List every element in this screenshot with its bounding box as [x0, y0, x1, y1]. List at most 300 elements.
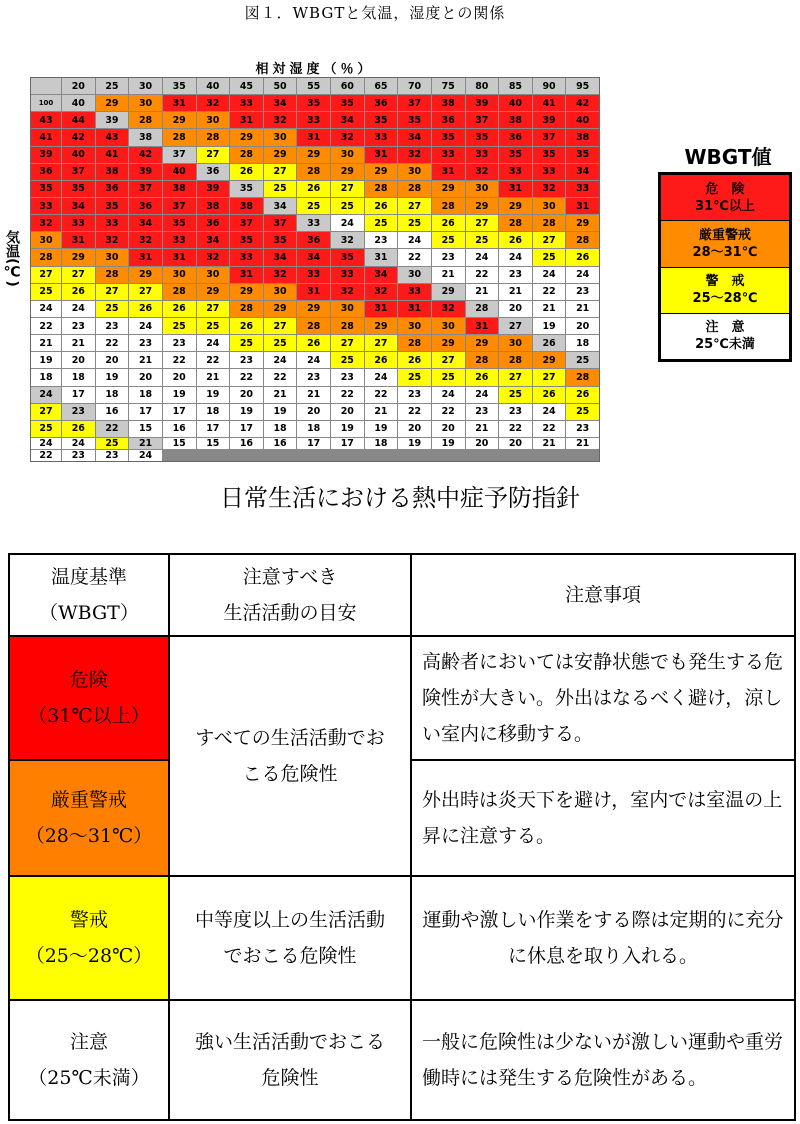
wbgt-cell: 22: [264, 369, 297, 385]
wbgt-cell: 20: [398, 421, 431, 437]
wbgt-cell: 30: [264, 284, 297, 300]
wbgt-cell: 33: [566, 181, 599, 197]
wbgt-cell: 18: [197, 404, 230, 420]
wbgt-cell: 32: [264, 267, 297, 283]
wbgt-cell: 21: [31, 335, 61, 351]
wbgt-cell: 33: [365, 129, 398, 145]
wbgt-cell: 34: [129, 215, 162, 231]
wbgt-cell: 23: [96, 450, 129, 461]
wbgt-cell: 32: [129, 232, 162, 248]
wbgt-cell: 24: [264, 352, 297, 368]
wbgt-cell: 29: [331, 164, 364, 180]
wbgt-cell: 32: [398, 147, 431, 163]
wbgt-cell: 32: [466, 164, 499, 180]
wbgt-cell: 21: [499, 284, 532, 300]
humidity-header-cell: 45: [230, 78, 263, 94]
wbgt-cell: 25: [432, 232, 465, 248]
wbgt-cell: 27: [533, 232, 566, 248]
wbgt-cell: 38: [96, 164, 129, 180]
legend-label: 危 険: [705, 181, 745, 197]
wbgt-cell: 17: [163, 404, 196, 420]
wbgt-cell: 16: [264, 438, 297, 449]
wbgt-cell: 30: [466, 181, 499, 197]
wbgt-cell: 25: [163, 318, 196, 334]
wbgt-cell: 30: [96, 249, 129, 265]
legend-range: 25～28℃: [692, 291, 758, 307]
wbgt-cell: 28: [31, 249, 61, 265]
wbgt-cell: 32: [331, 284, 364, 300]
wbgt-cell: 20: [129, 369, 162, 385]
wbgt-cell: 26: [230, 164, 263, 180]
wbgt-cell: 27: [129, 284, 162, 300]
wbgt-cell: 26: [365, 352, 398, 368]
wbgt-cell: 18: [31, 369, 61, 385]
wbgt-cell: 29: [62, 249, 95, 265]
activity-text: 強い生活活動でおこる危険性: [194, 1031, 385, 1089]
wbgt-cell: 30: [331, 301, 364, 317]
wbgt-cell: 19: [31, 352, 61, 368]
temperature-header-cell: 21: [129, 438, 162, 449]
wbgt-cell: 30: [264, 129, 297, 145]
wbgt-cell: 21: [466, 284, 499, 300]
wbgt-cell: 31: [499, 181, 532, 197]
wbgt-cell: 22: [331, 387, 364, 403]
wbgt-cell: 25: [398, 369, 431, 385]
wbgt-cell: 30: [129, 95, 162, 111]
wbgt-cell: 27: [264, 164, 297, 180]
wbgt-cell: 27: [62, 267, 95, 283]
activity-cell: [169, 1000, 411, 1120]
wbgt-cell: 27: [31, 267, 61, 283]
wbgt-table: [30, 77, 600, 462]
wbgt-cell: 31: [398, 301, 431, 317]
wbgt-cell: 37: [398, 95, 431, 111]
wbgt-cell: 25: [466, 232, 499, 248]
wbgt-cell: 26: [62, 284, 95, 300]
temperature-header-cell: 29: [432, 284, 465, 300]
wbgt-cell: 30: [398, 164, 431, 180]
wbgt-cell: 21: [297, 387, 330, 403]
wbgt-cell: 22: [163, 352, 196, 368]
wbgt-cell: 32: [533, 181, 566, 197]
wbgt-cell: 22: [197, 352, 230, 368]
wbgt-cell: 20: [96, 352, 129, 368]
wbgt-cell: 24: [533, 267, 566, 283]
wbgt-cell: 25: [533, 249, 566, 265]
wbgt-cell: 17: [297, 438, 330, 449]
wbgt-cell: 23: [365, 232, 398, 248]
wbgt-cell: 23: [566, 284, 599, 300]
guide-header-row: [9, 554, 795, 636]
level-label: 厳重警戒: [50, 789, 127, 811]
wbgt-cell: 29: [129, 267, 162, 283]
guide-table: [8, 553, 796, 1121]
wbgt-cell: 31: [230, 267, 263, 283]
wbgt-cell: 15: [197, 438, 230, 449]
wbgt-cell: 27: [197, 301, 230, 317]
legend-range: 28～31℃: [692, 244, 758, 260]
wbgt-cell: 28: [163, 129, 196, 145]
wbgt-cell: 30: [432, 318, 465, 334]
wbgt-cell: 26: [297, 335, 330, 351]
wbgt-cell: 21: [365, 404, 398, 420]
wbgt-cell: 37: [533, 129, 566, 145]
legend-label: 警 戒: [705, 274, 745, 290]
wbgt-cell: 29: [466, 335, 499, 351]
wbgt-cell: 19: [398, 438, 431, 449]
wbgt-cell: 26: [398, 352, 431, 368]
wbgt-cell: 26: [566, 387, 599, 403]
wbgt-cell: 27: [466, 215, 499, 231]
wbgt-cell: 22: [432, 404, 465, 420]
wbgt-cell: 28: [331, 318, 364, 334]
wbgt-cell: 34: [331, 112, 364, 128]
level-label: 警戒: [69, 909, 108, 931]
humidity-header-cell: 25: [96, 78, 129, 94]
wbgt-cell: 31: [129, 249, 162, 265]
wbgt-cell: 34: [197, 232, 230, 248]
wbgt-cell: 18: [129, 387, 162, 403]
wbgt-cell: 26: [533, 387, 566, 403]
legend: [658, 172, 792, 362]
wbgt-cell: 35: [62, 181, 95, 197]
wbgt-cell: 20: [566, 318, 599, 334]
level-range: （28～31℃）: [25, 825, 153, 847]
wbgt-cell: 17: [331, 438, 364, 449]
wbgt-cell: 20: [499, 301, 532, 317]
wbgt-cell: 20: [62, 352, 95, 368]
header-text: （WBGT）: [39, 602, 139, 624]
wbgt-cell: 28: [129, 112, 162, 128]
wbgt-cell: 20: [499, 438, 532, 449]
wbgt-cell: 20: [230, 387, 263, 403]
wbgt-cell: 24: [365, 369, 398, 385]
wbgt-cell: 19: [96, 369, 129, 385]
wbgt-cell: 24: [62, 438, 95, 449]
wbgt-cell: 26: [466, 369, 499, 385]
wbgt-cell: 18: [62, 369, 95, 385]
wbgt-cell: 44: [62, 112, 95, 128]
guide-row-caution: [9, 1000, 795, 1120]
wbgt-cell: 28: [566, 232, 599, 248]
header-temperature: [9, 554, 169, 636]
wbgt-cell: 40: [62, 147, 95, 163]
wbgt-cell: 38: [197, 198, 230, 214]
wbgt-cell: 22: [533, 421, 566, 437]
wbgt-cell: 20: [331, 404, 364, 420]
wbgt-cell: 20: [432, 421, 465, 437]
level-range: （25℃未満）: [28, 1067, 150, 1089]
wbgt-cell: 24: [331, 215, 364, 231]
wbgt-cell: 21: [533, 438, 566, 449]
wbgt-cell: 32: [331, 129, 364, 145]
humidity-header-cell: 60: [331, 78, 364, 94]
wbgt-cell: 43: [31, 112, 61, 128]
temperature-header-cell: 26: [533, 335, 566, 351]
wbgt-cell: 21: [533, 301, 566, 317]
wbgt-cell: 35: [230, 232, 263, 248]
wbgt-cell: 27: [533, 369, 566, 385]
wbgt-cell: 27: [331, 335, 364, 351]
wbgt-cell: 31: [432, 164, 465, 180]
wbgt-cell: 37: [466, 112, 499, 128]
wbgt-cell: 26: [365, 198, 398, 214]
wbgt-cell: 32: [31, 215, 61, 231]
wbgt-cell: 24: [197, 335, 230, 351]
wbgt-cell: 27: [365, 335, 398, 351]
wbgt-cell: 27: [432, 352, 465, 368]
temperature-header-cell: 25: [566, 352, 599, 368]
wbgt-cell: 31: [466, 318, 499, 334]
wbgt-cell: 33: [297, 267, 330, 283]
wbgt-cell: 18: [297, 421, 330, 437]
wbgt-cell: 34: [566, 164, 599, 180]
wbgt-cell: 39: [129, 164, 162, 180]
wbgt-cell: 32: [432, 301, 465, 317]
level-label: 注意: [69, 1031, 108, 1053]
wbgt-cell: 29: [466, 198, 499, 214]
temperature-header-cell: 34: [264, 198, 297, 214]
wbgt-cell: 19: [230, 404, 263, 420]
activity-cell: [169, 636, 411, 876]
wbgt-cell: 33: [499, 164, 532, 180]
wbgt-cell: 24: [466, 387, 499, 403]
wbgt-cell: 19: [365, 421, 398, 437]
wbgt-cell: 30: [163, 267, 196, 283]
wbgt-cell: 27: [96, 284, 129, 300]
wbgt-cell: 34: [264, 249, 297, 265]
wbgt-cell: 28: [297, 164, 330, 180]
wbgt-cell: 22: [533, 284, 566, 300]
wbgt-cell: 38: [432, 95, 465, 111]
wbgt-cell: 24: [62, 301, 95, 317]
wbgt-cell: 35: [297, 95, 330, 111]
wbgt-cell: 35: [499, 147, 532, 163]
wbgt-cell: 17: [197, 421, 230, 437]
legend-item-warning: [661, 267, 789, 313]
level-cell: [9, 1000, 169, 1120]
wbgt-cell: 33: [230, 95, 263, 111]
wbgt-cell: 21: [432, 267, 465, 283]
legend-range: 25℃未満: [695, 337, 755, 353]
wbgt-cell: 18: [264, 421, 297, 437]
wbgt-cell: 37: [264, 215, 297, 231]
humidity-header-cell: 20: [62, 78, 95, 94]
wbgt-cell: 31: [163, 95, 196, 111]
wbgt-cell: 27: [499, 369, 532, 385]
humidity-header-cell: 85: [499, 78, 532, 94]
humidity-header-cell: 70: [398, 78, 431, 94]
wbgt-cell: 25: [230, 335, 263, 351]
wbgt-cell: 30: [533, 198, 566, 214]
wbgt-cell: 23: [499, 404, 532, 420]
wbgt-cell: 37: [230, 215, 263, 231]
wbgt-cell: 25: [31, 421, 61, 437]
wbgt-cell: 22: [398, 404, 431, 420]
wbgt-cell: 31: [365, 147, 398, 163]
wbgt-cell: 39: [197, 181, 230, 197]
wbgt-cell: 23: [432, 249, 465, 265]
wbgt-cell: 25: [264, 181, 297, 197]
wbgt-cell: 32: [197, 249, 230, 265]
level-cell: [9, 760, 169, 876]
wbgt-cell: 31: [230, 112, 263, 128]
wbgt-cell: 37: [129, 181, 162, 197]
wbgt-cell: 33: [297, 112, 330, 128]
wbgt-cell: 34: [297, 249, 330, 265]
wbgt-cell: 23: [398, 387, 431, 403]
wbgt-cell: 32: [264, 112, 297, 128]
wbgt-cell: 28: [499, 215, 532, 231]
header-notes: 注意事項: [411, 554, 795, 636]
wbgt-cell: 21: [264, 387, 297, 403]
wbgt-cell: 41: [31, 129, 61, 145]
wbgt-cell: 29: [533, 352, 566, 368]
wbgt-cell: 27: [331, 181, 364, 197]
activity-text: すべての生活活動でおこる危険性: [195, 727, 385, 785]
wbgt-cell: 23: [297, 369, 330, 385]
temperature-header-cell: 36: [197, 164, 230, 180]
wbgt-cell: 23: [129, 335, 162, 351]
wbgt-cell: 39: [31, 147, 61, 163]
wbgt-cell: 23: [566, 421, 599, 437]
wbgt-cell: 34: [365, 267, 398, 283]
wbgt-cell: 19: [163, 387, 196, 403]
temperature-header-cell: 32: [331, 232, 364, 248]
wbgt-cell: 34: [398, 129, 431, 145]
wbgt-cell: 19: [331, 421, 364, 437]
wbgt-cell: 24: [129, 318, 162, 334]
wbgt-cell: 31: [297, 284, 330, 300]
wbgt-cell: 22: [31, 450, 61, 461]
wbgt-cell: 15: [163, 438, 196, 449]
wbgt-cell: 23: [499, 267, 532, 283]
wbgt-cell: 35: [31, 181, 61, 197]
humidity-axis-label: 相対湿度（％）: [255, 62, 375, 77]
wbgt-cell: 32: [197, 95, 230, 111]
temperature-header-cell: 23: [62, 404, 95, 420]
wbgt-cell: 30: [197, 267, 230, 283]
wbgt-cell: 21: [566, 438, 599, 449]
wbgt-cell: 31: [566, 198, 599, 214]
wbgt-cell: 32: [96, 232, 129, 248]
wbgt-cell: 25: [31, 284, 61, 300]
wbgt-cell: 42: [62, 129, 95, 145]
wbgt-cell: 24: [432, 387, 465, 403]
wbgt-cell: 40: [499, 95, 532, 111]
note-cell: 高齢者においては安静状態でも発生する危険性が大きい。外出はなるべく避け，涼しい室内に移動する。: [411, 636, 795, 760]
wbgt-cell: 25: [331, 352, 364, 368]
wbgt-cell: 34: [264, 95, 297, 111]
wbgt-cell: 19: [264, 404, 297, 420]
level-cell: [9, 876, 169, 1000]
wbgt-cell: 22: [31, 318, 61, 334]
wbgt-cell: 33: [398, 284, 431, 300]
wbgt-cell: 17: [62, 387, 95, 403]
temperature-header-cell: 22: [96, 421, 129, 437]
note-cell: 外出時は炎天下を避け，室内では室温の上昇に注意する。: [411, 760, 795, 876]
activity-cell: [169, 876, 411, 1000]
temperature-header-cell: 37: [163, 147, 196, 163]
figure-caption: 図１．WBGTと気温，湿度との関係: [244, 4, 506, 22]
wbgt-cell: 35: [96, 198, 129, 214]
wbgt-cell: 33: [331, 267, 364, 283]
wbgt-cell: 35: [432, 129, 465, 145]
wbgt-cell: 25: [499, 387, 532, 403]
temperature-header-cell: 30: [398, 267, 431, 283]
wbgt-cell: 24: [398, 232, 431, 248]
temperature-header-cell: 39: [96, 112, 129, 128]
wbgt-cell: 27: [197, 147, 230, 163]
header-activity: [169, 554, 411, 636]
wbgt-cell: 23: [96, 318, 129, 334]
wbgt-cell: 24: [566, 267, 599, 283]
wbgt-cell: 35: [163, 215, 196, 231]
wbgt-cell: 32: [365, 284, 398, 300]
wbgt-cell: 20: [466, 438, 499, 449]
wbgt-cell: 21: [197, 369, 230, 385]
wbgt-cell: 15: [129, 421, 162, 437]
wbgt-cell: 25: [264, 335, 297, 351]
level-cell: [9, 636, 169, 760]
wbgt-cell: 28: [499, 352, 532, 368]
wbgt-cell: 24: [499, 249, 532, 265]
level-range: （31℃以上）: [28, 705, 150, 727]
wbgt-cell: 27: [398, 198, 431, 214]
wbgt-cell: 36: [129, 198, 162, 214]
wbgt-cell: 28: [466, 352, 499, 368]
wbgt-cell: 29: [230, 129, 263, 145]
wbgt-cell: 27: [31, 404, 61, 420]
humidity-header-cell: 90: [533, 78, 566, 94]
humidity-header-cell: 65: [365, 78, 398, 94]
legend-item-caution: [661, 313, 789, 359]
wbgt-cell: 39: [533, 112, 566, 128]
wbgt-cell: 35: [466, 129, 499, 145]
humidity-header-cell: 35: [163, 78, 196, 94]
wbgt-cell: 22: [398, 249, 431, 265]
wbgt-cell: 30: [331, 147, 364, 163]
wbgt-cell: 25: [331, 198, 364, 214]
wbgt-cell: 35: [264, 232, 297, 248]
activity-text: 中等度以上の生活活動でおこる危険性: [194, 909, 385, 967]
wbgt-cell: 33: [432, 147, 465, 163]
wbgt-cell: 25: [566, 404, 599, 420]
wbgt-cell: 17: [129, 404, 162, 420]
wbgt-cell: 28: [533, 215, 566, 231]
wbgt-cell: 28: [566, 369, 599, 385]
temperature-header-cell: 24: [31, 387, 61, 403]
wbgt-cell: 33: [62, 215, 95, 231]
wbgt-cell: 26: [297, 181, 330, 197]
humidity-header-cell: 40: [197, 78, 230, 94]
wbgt-cell: 24: [533, 404, 566, 420]
wbgt-cell: 24: [297, 352, 330, 368]
wbgt-cell: 16: [163, 421, 196, 437]
wbgt-cell: 30: [31, 232, 61, 248]
wbgt-cell: 43: [96, 129, 129, 145]
wbgt-cell: 28: [96, 267, 129, 283]
wbgt-cell: 18: [96, 387, 129, 403]
legend-title: WBGT値: [684, 145, 772, 169]
wbgt-cell: 22: [96, 335, 129, 351]
wbgt-cell: 36: [499, 129, 532, 145]
wbgt-cell: 19: [533, 318, 566, 334]
wbgt-cell: 26: [566, 249, 599, 265]
wbgt-cell: 29: [297, 147, 330, 163]
wbgt-cell: 31: [163, 249, 196, 265]
wbgt-cell: 25: [96, 438, 129, 449]
